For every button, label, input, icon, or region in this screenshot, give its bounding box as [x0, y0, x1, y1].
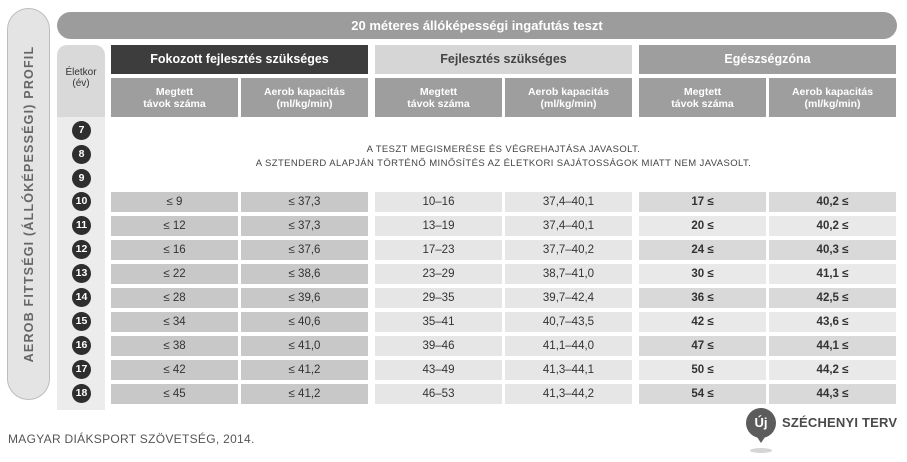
subheader-aerob-line1: Aerob kapacitás [791, 86, 874, 98]
cell-laps-healthy: 42 ≤ [639, 312, 766, 332]
cell-laps-improvement: 39–46 [375, 336, 502, 356]
subheader-aerob [505, 78, 632, 117]
cell-aerob-improvement: 39,7–42,4 [505, 288, 632, 308]
age-badge: 8 [72, 145, 91, 164]
cell-laps-healthy: 24 ≤ [639, 240, 766, 260]
logo-pin-icon: Új [746, 408, 776, 438]
age-badge: 17 [72, 360, 91, 379]
cell-laps-healthy: 30 ≤ [639, 264, 766, 284]
logo-text: SZÉCHENYI TERV [782, 415, 898, 430]
side-label: AEROB FITTSÉGI (ÁLLÓKÉPESSÉGI) PROFIL [21, 45, 36, 363]
cell-laps-healthy: 17 ≤ [639, 192, 766, 212]
subheader-aerob [241, 78, 368, 117]
cell-laps-intensive: ≤ 28 [111, 288, 238, 308]
cell-aerob-improvement: 41,1–44,0 [505, 336, 632, 356]
cell-aerob-improvement: 37,4–40,1 [505, 192, 632, 212]
cell-aerob-intensive: ≤ 37,6 [241, 240, 368, 260]
cell-laps-improvement: 29–35 [375, 288, 502, 308]
age-badge: 14 [72, 288, 91, 307]
cell-aerob-intensive: ≤ 37,3 [241, 216, 368, 236]
szechenyi-logo [746, 408, 896, 456]
cell-aerob-healthy: 40,3 ≤ [769, 240, 896, 260]
cell-laps-healthy: 36 ≤ [639, 288, 766, 308]
cell-aerob-intensive: ≤ 41,2 [241, 360, 368, 380]
recommendation-note [111, 143, 896, 171]
age-badge: 7 [72, 121, 91, 140]
subheader-aerob-line2: (ml/kg/min) [276, 98, 333, 110]
note-line2: A SZTENDERD ALAPJÁN TÖRTÉNŐ MINŐSÍTÉS AZ ÉLETKORI SAJÁTOSSÁGOK MIATT NEM JAVASOLT. [255, 158, 752, 169]
subheader-laps-line2: távok száma [671, 98, 734, 110]
cell-aerob-healthy: 44,2 ≤ [769, 360, 896, 380]
subheader-laps-line1: Megtett [419, 86, 458, 98]
age-badge: 12 [72, 240, 91, 259]
subheader-laps-line2: távok száma [143, 98, 206, 110]
cell-laps-improvement: 43–49 [375, 360, 502, 380]
subheader-laps-line1: Megtett [683, 86, 722, 98]
cell-aerob-improvement: 37,7–40,2 [505, 240, 632, 260]
cell-aerob-improvement: 37,4–40,1 [505, 216, 632, 236]
cell-laps-intensive: ≤ 34 [111, 312, 238, 332]
cell-aerob-improvement: 40,7–43,5 [505, 312, 632, 332]
logo-shadow [750, 448, 772, 453]
subheader-aerob-line1: Aerob kapacitás [527, 86, 610, 98]
table-title: 20 méteres állóképességi ingafutás teszt [57, 12, 897, 39]
logo-pin-tail [755, 434, 767, 443]
subheader-laps-line2: távok száma [407, 98, 470, 110]
footer-source: MAGYAR DIÁKSPORT SZÖVETSÉG, 2014. [8, 432, 255, 446]
cell-laps-intensive: ≤ 42 [111, 360, 238, 380]
cell-laps-improvement: 13–19 [375, 216, 502, 236]
group-header-improvement: Fejlesztés szükséges [375, 45, 632, 74]
age-header [57, 45, 105, 117]
age-badge: 10 [72, 192, 91, 211]
age-header-line1: Életkor [65, 67, 97, 78]
cell-laps-improvement: 17–23 [375, 240, 502, 260]
subheader-laps-line1: Megtett [155, 86, 194, 98]
cell-aerob-healthy: 42,5 ≤ [769, 288, 896, 308]
cell-laps-intensive: ≤ 45 [111, 384, 238, 404]
group-header-intensive: Fokozott fejlesztés szükséges [111, 45, 368, 74]
cell-laps-intensive: ≤ 22 [111, 264, 238, 284]
side-label-panel [7, 8, 50, 400]
cell-laps-improvement: 46–53 [375, 384, 502, 404]
cell-aerob-improvement: 41,3–44,2 [505, 384, 632, 404]
age-badge: 9 [72, 169, 91, 188]
subheader-laps [111, 78, 238, 117]
cell-aerob-intensive: ≤ 37,3 [241, 192, 368, 212]
cell-laps-healthy: 54 ≤ [639, 384, 766, 404]
cell-laps-intensive: ≤ 9 [111, 192, 238, 212]
cell-aerob-intensive: ≤ 39,6 [241, 288, 368, 308]
cell-laps-intensive: ≤ 16 [111, 240, 238, 260]
cell-aerob-healthy: 44,1 ≤ [769, 336, 896, 356]
age-badge: 18 [72, 384, 91, 403]
cell-aerob-healthy: 44,3 ≤ [769, 384, 896, 404]
group-header-healthy: Egészségzóna [639, 45, 896, 74]
age-badge: 13 [72, 264, 91, 283]
cell-aerob-intensive: ≤ 38,6 [241, 264, 368, 284]
cell-aerob-healthy: 40,2 ≤ [769, 216, 896, 236]
cell-aerob-improvement: 38,7–41,0 [505, 264, 632, 284]
age-badge: 16 [72, 336, 91, 355]
cell-laps-healthy: 47 ≤ [639, 336, 766, 356]
age-badge: 15 [72, 312, 91, 331]
subheader-aerob-line2: (ml/kg/min) [804, 98, 861, 110]
cell-laps-intensive: ≤ 38 [111, 336, 238, 356]
subheader-aerob-line1: Aerob kapacitás [263, 86, 346, 98]
note-line1: A TESZT MEGISMERÉSE ÉS VÉGREHAJTÁSA JAVASOLT. [366, 144, 641, 155]
cell-aerob-healthy: 43,6 ≤ [769, 312, 896, 332]
age-badge: 11 [72, 216, 91, 235]
age-header-line2: (év) [72, 78, 90, 89]
cell-aerob-healthy: 41,1 ≤ [769, 264, 896, 284]
cell-laps-intensive: ≤ 12 [111, 216, 238, 236]
subheader-aerob-line2: (ml/kg/min) [540, 98, 597, 110]
cell-aerob-intensive: ≤ 41,0 [241, 336, 368, 356]
cell-aerob-intensive: ≤ 40,6 [241, 312, 368, 332]
cell-laps-improvement: 10–16 [375, 192, 502, 212]
cell-aerob-healthy: 40,2 ≤ [769, 192, 896, 212]
cell-laps-improvement: 23–29 [375, 264, 502, 284]
subheader-aerob [769, 78, 896, 117]
cell-laps-healthy: 50 ≤ [639, 360, 766, 380]
cell-aerob-improvement: 41,3–44,1 [505, 360, 632, 380]
cell-laps-healthy: 20 ≤ [639, 216, 766, 236]
cell-laps-improvement: 35–41 [375, 312, 502, 332]
cell-aerob-intensive: ≤ 41,2 [241, 384, 368, 404]
subheader-laps [639, 78, 766, 117]
subheader-laps [375, 78, 502, 117]
